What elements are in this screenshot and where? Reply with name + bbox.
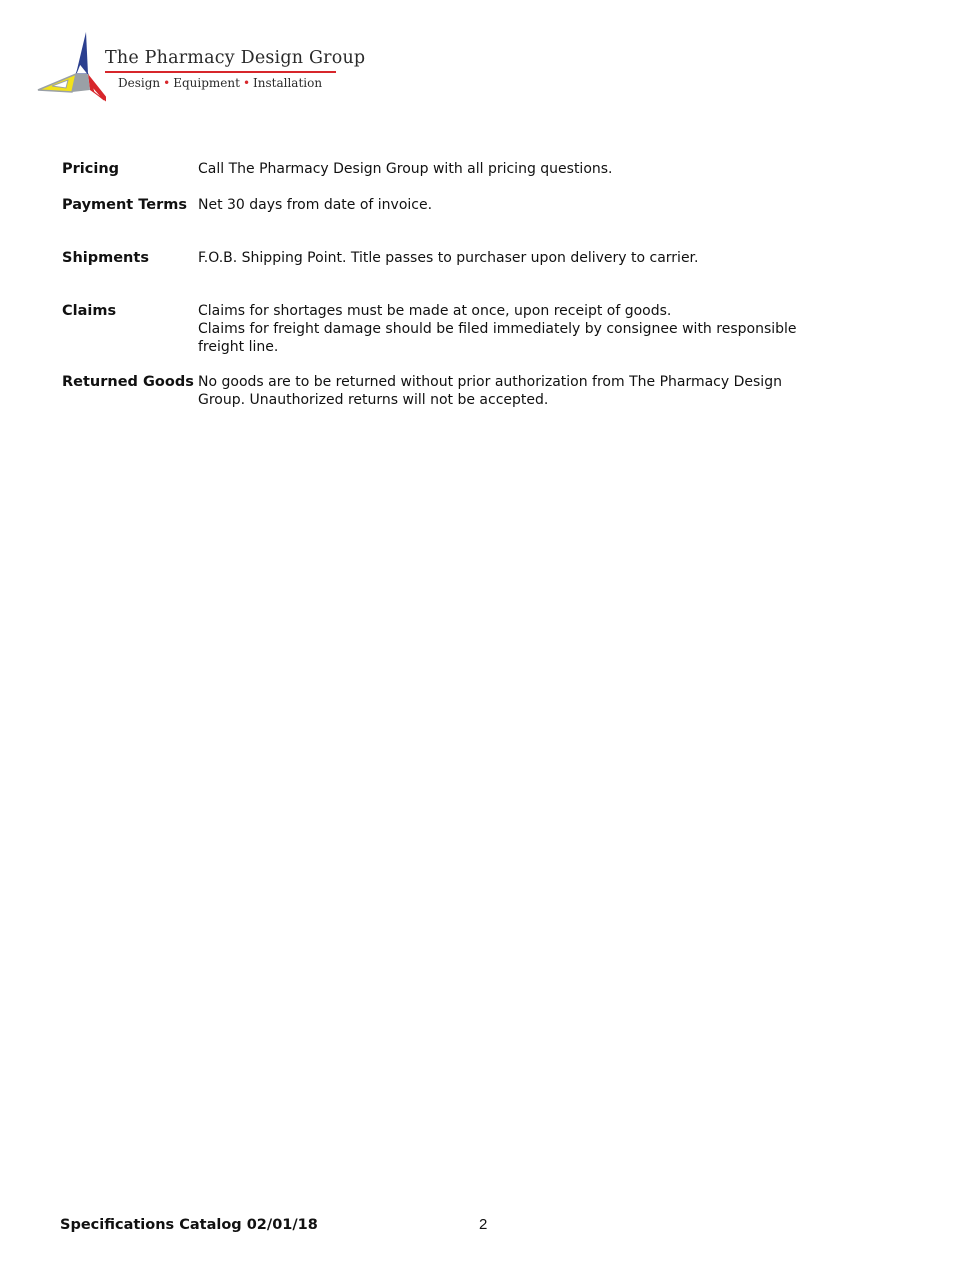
tagline-installation: Installation	[253, 76, 323, 90]
logo-underline	[105, 71, 336, 73]
term-line: Claims for freight damage should be filed immediately by consignee with responsible	[198, 321, 797, 337]
term-description	[198, 373, 798, 409]
company-logo	[36, 30, 366, 112]
tagline-equipment: Equipment	[173, 76, 240, 90]
term-line: Group. Unauthorized returns will not be accepted.	[198, 392, 549, 408]
term-label: Claims	[62, 303, 117, 319]
term-description	[198, 302, 798, 356]
term-line: F.O.B. Shipping Point. Title passes to purchaser upon delivery to carrier.	[198, 250, 699, 266]
term-description	[198, 196, 798, 214]
tagline-design: Design	[118, 76, 161, 90]
term-description	[198, 249, 798, 267]
catalog-title: Specifications Catalog 02/01/18	[60, 1217, 318, 1233]
term-label: Payment Terms	[62, 197, 187, 213]
company-name: The Pharmacy Design Group	[105, 48, 366, 68]
page-number: 2	[479, 1216, 488, 1233]
bullet-separator: •	[163, 76, 171, 90]
term-label: Pricing	[62, 161, 120, 177]
triangle-logo-icon	[36, 30, 106, 112]
term-label: Returned Goods	[62, 374, 194, 390]
term-line: freight line.	[198, 339, 279, 355]
term-label: Shipments	[62, 250, 149, 266]
term-line: No goods are to be returned without prior authorization from The Pharmacy Design	[198, 374, 782, 390]
term-line: Net 30 days from date of invoice.	[198, 197, 433, 213]
term-description	[198, 160, 798, 178]
logo-red-segment	[88, 74, 106, 108]
term-line: Call The Pharmacy Design Group with all pricing questions.	[198, 161, 613, 177]
bullet-separator: •	[242, 76, 251, 90]
term-line: Claims for shortages must be made at once, upon receipt of goods.	[198, 303, 672, 319]
company-tagline	[118, 76, 322, 90]
logo-yellow-segment	[38, 74, 76, 92]
